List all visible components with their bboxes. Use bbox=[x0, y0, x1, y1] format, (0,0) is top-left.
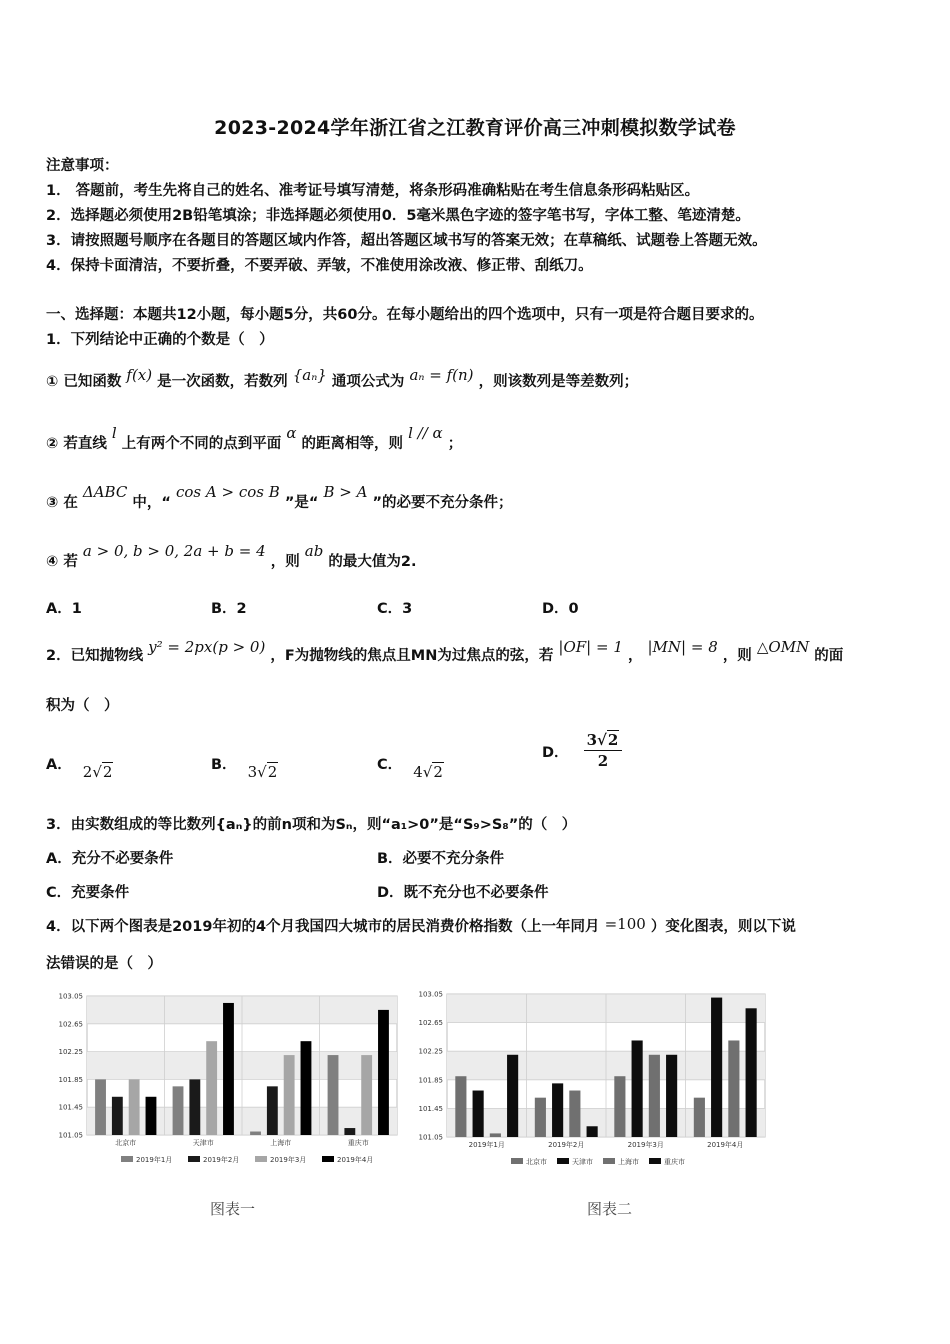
q1-option-a[interactable]: A．1 bbox=[46, 601, 82, 617]
bar bbox=[587, 1126, 598, 1137]
q2-option-a[interactable]: A． 2√2 bbox=[46, 757, 113, 781]
q2-option-c[interactable]: C． 4√2 bbox=[377, 757, 443, 781]
legend-swatch bbox=[557, 1158, 569, 1164]
bar bbox=[344, 1128, 355, 1135]
chart-2-caption: 图表二 bbox=[587, 1200, 633, 1218]
legend-label: 天津市 bbox=[572, 1158, 593, 1166]
bar bbox=[95, 1079, 106, 1135]
bar bbox=[728, 1040, 739, 1137]
q1-statement-4: ④ 若 a > 0, b > 0, 2a + b = 4 ，则 ab 的最大值为2. bbox=[46, 542, 417, 570]
x-tick-label: 重庆市 bbox=[347, 1139, 369, 1147]
legend-swatch bbox=[511, 1158, 523, 1164]
page-title: 2023-2024学年浙江省之江教育评价高三冲刺模拟数学试卷 bbox=[214, 117, 736, 139]
bar bbox=[490, 1133, 501, 1137]
q2-stem: 2．已知抛物线 y² = 2px(p > 0) ，F为抛物线的焦点且MN为过焦点的弦，若 |OF| = 1 ， |MN| = 8 ，则 △OMN 的面 bbox=[46, 638, 844, 664]
notice-item-1: 1． 答题前，考生先将自己的姓名、准考证号填写清楚，将条形码准确粘贴在考生信息条形码粘贴区。 bbox=[46, 183, 700, 199]
legend-swatch bbox=[188, 1156, 200, 1162]
legend-swatch bbox=[121, 1156, 133, 1162]
bar bbox=[189, 1079, 200, 1135]
x-tick-label: 天津市 bbox=[192, 1139, 214, 1147]
chart-1-caption: 图表一 bbox=[210, 1200, 256, 1218]
y-tick-label: 101.45 bbox=[58, 1103, 83, 1112]
x-tick-label: 上海市 bbox=[270, 1139, 292, 1147]
y-tick-label: 102.65 bbox=[58, 1020, 83, 1029]
bar bbox=[473, 1091, 484, 1137]
bar bbox=[614, 1076, 625, 1137]
legend-swatch bbox=[649, 1158, 661, 1164]
q3-option-b[interactable]: B．必要不充分条件 bbox=[377, 851, 505, 867]
bar bbox=[649, 1055, 660, 1137]
notice-item-2: 2．选择题必须使用2B铅笔填涂；非选择题必须使用0．5毫米黑色字迹的签字笔书写，字体工整、笔迹清楚。 bbox=[46, 208, 750, 224]
q2-stem-line2: 积为（ ） bbox=[46, 698, 119, 714]
bar bbox=[173, 1086, 184, 1135]
legend-label: 2019年1月 bbox=[136, 1156, 173, 1164]
bar bbox=[361, 1055, 372, 1135]
x-tick-label: 2019年2月 bbox=[548, 1141, 585, 1149]
bar bbox=[632, 1040, 643, 1137]
bar bbox=[746, 1008, 757, 1137]
q1-statement-2: ② 若直线 l 上有两个不同的点到平面 α 的距离相等，则 l // α ； bbox=[46, 424, 463, 452]
q1-option-c[interactable]: C．3 bbox=[377, 601, 413, 617]
q2-option-b[interactable]: B． 3√2 bbox=[211, 757, 278, 781]
q1-stem: 1．下列结论中正确的个数是（ ） bbox=[46, 332, 274, 348]
bar bbox=[535, 1098, 546, 1137]
bar bbox=[378, 1010, 389, 1135]
legend-label: 上海市 bbox=[618, 1158, 639, 1166]
q1-statement-1: ① 已知函数 f(x) 是一次函数，若数列 {aₙ} 通项公式为 aₙ = f(n) ，则该数列是等差数列； bbox=[46, 366, 639, 390]
notice-item-4: 4．保持卡面清洁，不要折叠，不要弄破、弄皱，不准使用涂改液、修正带、刮纸刀。 bbox=[46, 258, 593, 274]
x-tick-label: 2019年1月 bbox=[468, 1141, 505, 1149]
bar bbox=[301, 1041, 312, 1135]
y-tick-label: 102.25 bbox=[58, 1048, 83, 1057]
q4-stem: 4．以下两个图表是2019年初的4个月我国四大城市的居民消费价格指数（上一年同月 =100 ）变化图表，则以下说 bbox=[46, 915, 796, 935]
notice-heading: 注意事项： bbox=[46, 158, 119, 174]
chart-2 bbox=[413, 988, 773, 1168]
bar bbox=[206, 1041, 217, 1135]
q2-option-d[interactable]: D． $\frac{3√2}{2}$ bbox=[542, 731, 622, 770]
bar bbox=[223, 1003, 234, 1135]
section-heading: 一、选择题：本题共12小题，每小题5分，共60分。在每小题给出的四个选项中，只有一项是符合题目要求的。 bbox=[46, 307, 764, 323]
legend-label: 重庆市 bbox=[664, 1158, 685, 1166]
bar bbox=[267, 1086, 278, 1135]
y-tick-label: 101.85 bbox=[58, 1075, 83, 1084]
legend-label: 2019年3月 bbox=[270, 1156, 307, 1164]
x-tick-label: 北京市 bbox=[115, 1139, 137, 1147]
q3-option-c[interactable]: C．充要条件 bbox=[46, 885, 130, 901]
y-tick-label: 101.05 bbox=[58, 1131, 83, 1140]
x-tick-label: 2019年4月 bbox=[707, 1141, 744, 1149]
bar bbox=[666, 1055, 677, 1137]
y-tick-label: 101.45 bbox=[418, 1104, 443, 1113]
legend-swatch bbox=[255, 1156, 267, 1162]
y-tick-label: 102.25 bbox=[418, 1047, 443, 1056]
bar bbox=[250, 1132, 261, 1135]
chart-1 bbox=[55, 988, 405, 1168]
bar bbox=[694, 1098, 705, 1137]
bar bbox=[284, 1055, 295, 1135]
y-tick-label: 101.05 bbox=[418, 1133, 443, 1142]
y-tick-label: 102.65 bbox=[418, 1019, 443, 1028]
y-tick-label: 101.85 bbox=[418, 1076, 443, 1085]
legend-label: 2019年2月 bbox=[203, 1156, 240, 1164]
notice-item-3: 3．请按照题号顺序在各题目的答题区域内作答，超出答题区域书写的答案无效；在草稿纸、试题卷上答题无效。 bbox=[46, 233, 767, 249]
bar bbox=[507, 1055, 518, 1137]
legend-swatch bbox=[603, 1158, 615, 1164]
q3-stem: 3．由实数组成的等比数列{aₙ}的前n项和为Sₙ，则“a₁>0”是“S₉>S₈”的（ ） bbox=[46, 817, 577, 833]
bar bbox=[146, 1097, 157, 1135]
bar bbox=[129, 1079, 140, 1135]
x-tick-label: 2019年3月 bbox=[627, 1141, 664, 1149]
y-tick-label: 103.05 bbox=[58, 992, 83, 1001]
bar bbox=[569, 1091, 580, 1137]
legend-label: 2019年4月 bbox=[337, 1156, 374, 1164]
bar bbox=[711, 998, 722, 1137]
bar bbox=[552, 1083, 563, 1137]
q1-statement-3: ③ 在 ΔABC 中，“ cos A > cos B ”是“ B > A ”的必要不充分条件； bbox=[46, 483, 513, 511]
legend-label: 北京市 bbox=[526, 1158, 547, 1166]
bar bbox=[455, 1076, 466, 1137]
q1-option-d[interactable]: D．0 bbox=[542, 601, 579, 617]
y-tick-label: 103.05 bbox=[418, 990, 443, 999]
q3-option-a[interactable]: A．充分不必要条件 bbox=[46, 851, 174, 867]
q4-stem-line2: 法错误的是（ ） bbox=[46, 956, 162, 972]
legend-swatch bbox=[322, 1156, 334, 1162]
q1-option-b[interactable]: B．2 bbox=[211, 601, 247, 617]
bar bbox=[112, 1097, 123, 1135]
q3-option-d[interactable]: D．既不充分也不必要条件 bbox=[377, 885, 549, 901]
bar bbox=[328, 1055, 339, 1135]
